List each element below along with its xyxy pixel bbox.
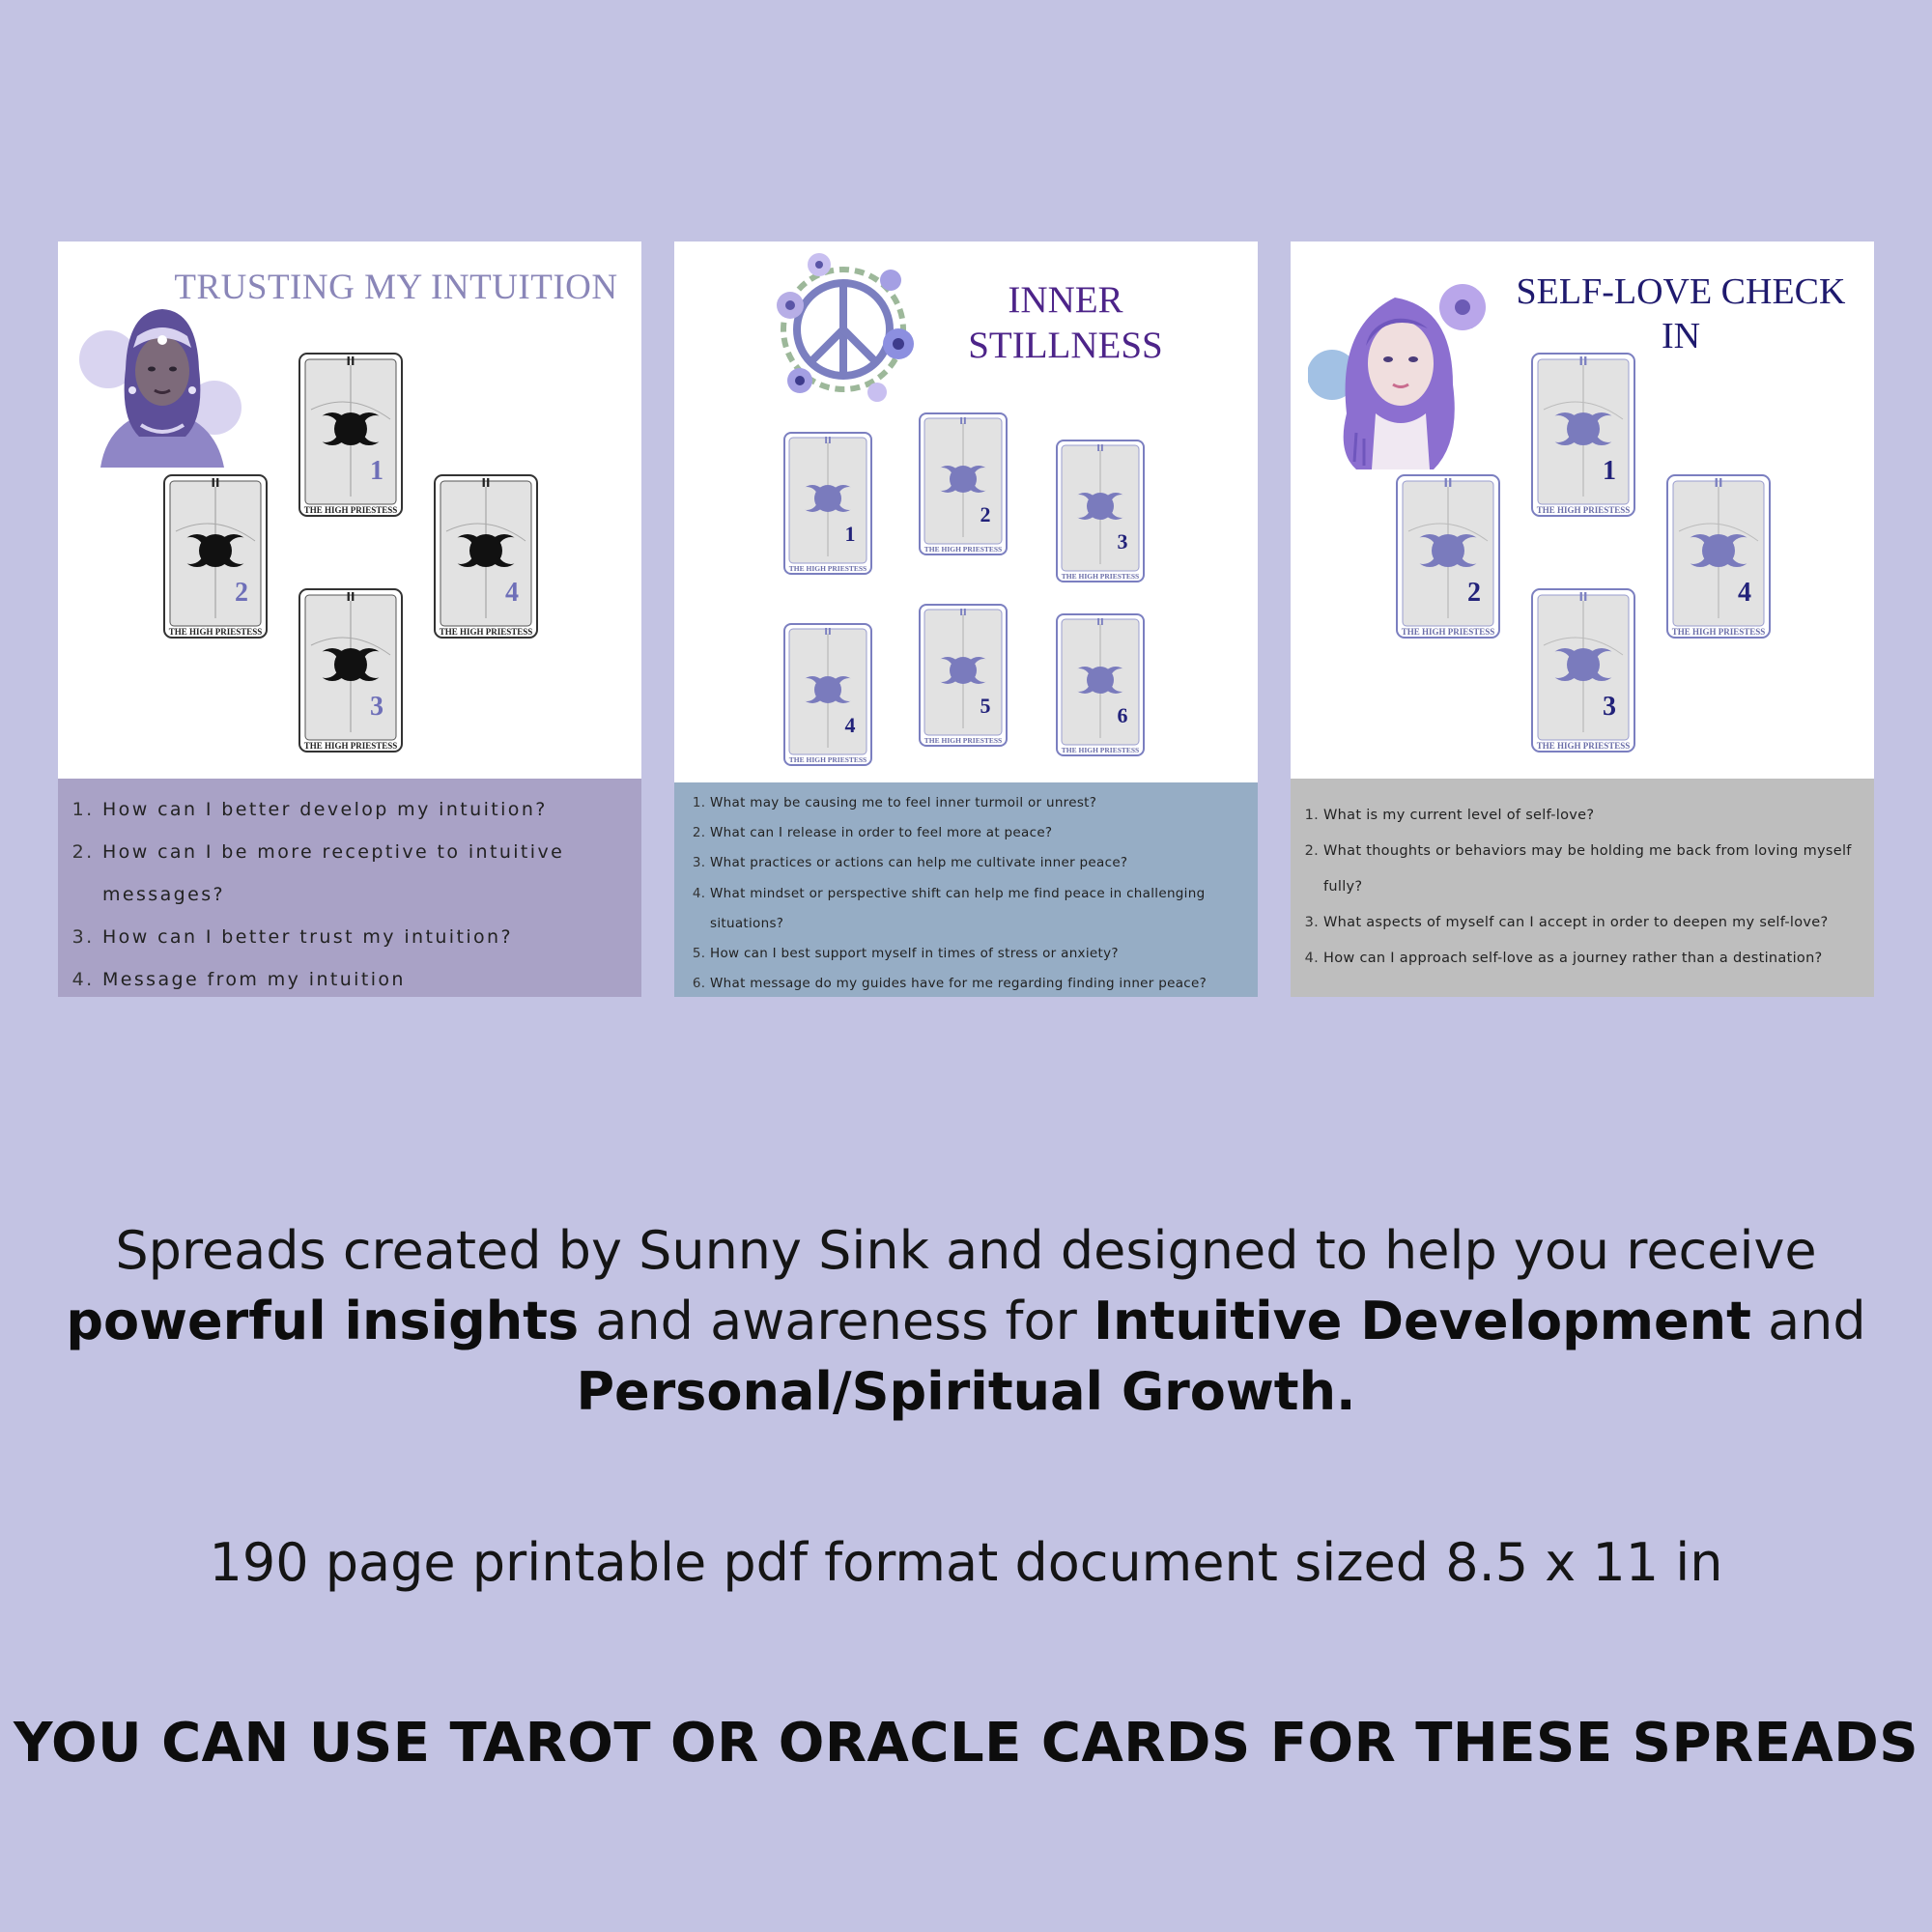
description-part1: Spreads created by Sunny Sink and designed to help you receive [115,1220,1817,1281]
format-info: 190 page printable pdf format document sized 8.5 x 11 in [209,1532,1723,1593]
card-roman: II [1714,476,1723,490]
card-roman: II [346,355,355,368]
page-title [1497,270,1864,358]
question-item: 3. What practices or actions can help me cultivate inner peace? [710,848,1238,878]
card-roman: II [824,627,832,638]
card-label: THE HIGH PRIESTESS [168,627,263,637]
card-label: THE HIGH PRIESTESS [303,741,398,751]
card-label: THE HIGH PRIESTESS [1061,572,1140,581]
tarot-card [1665,473,1772,639]
description-part2: and awareness for [595,1291,1077,1351]
tarot-card [298,587,404,753]
card-number: 6 [1117,703,1128,727]
spread-page-self-love-check-in [1291,242,1874,997]
card-label: THE HIGH PRIESTESS [923,736,1003,745]
tarot-card [433,473,539,639]
card-label: THE HIGH PRIESTESS [1401,627,1495,637]
tarot-card [918,603,1009,748]
description-bold3: Personal/Spiritual Growth. [576,1361,1356,1422]
card-roman: II [959,416,967,427]
description-bold2: Intuitive Development [1093,1291,1751,1351]
card-number: 2 [980,502,991,526]
card-label: THE HIGH PRIESTESS [788,564,867,573]
question-item: 4. What mindset or perspective shift can help me find peace in challenging situations? [710,879,1238,939]
card-number: 5 [980,694,991,718]
peace-wreath-illustration [761,247,925,412]
card-label: THE HIGH PRIESTESS [1536,741,1631,751]
card-roman: II [824,436,832,446]
card-roman: II [346,590,355,604]
question-item: 2. What thoughts or behaviors may be holding me back from loving myself fully? [1323,834,1861,905]
card-roman: II [1578,355,1588,368]
card-number: 3 [1603,692,1616,722]
question-item: 3. What aspects of myself can I accept in order to deepen my self-love? [1323,905,1861,941]
description-bold1: powerful insights [66,1291,580,1351]
page-title-line2: STILLNESS [968,324,1163,366]
card-label: THE HIGH PRIESTESS [1061,746,1140,754]
card-label: THE HIGH PRIESTESS [923,545,1003,554]
card-number: 3 [370,692,384,722]
tarot-card [1530,352,1636,518]
call-to-action: YOU CAN USE TAROT OR ORACLE CARDS FOR THESE SPREADS [13,1712,1919,1775]
card-number: 4 [1738,578,1751,608]
card-label: THE HIGH PRIESTESS [1671,627,1766,637]
question-box [674,782,1258,997]
question-box [1291,779,1874,997]
card-number: 2 [1467,578,1481,608]
page-title: TRUSTING MY INTUITION [174,268,618,307]
question-list [674,788,1238,997]
priestess-portrait [79,301,243,470]
tarot-card [782,622,873,767]
woman-portrait [1308,269,1501,471]
question-list [1291,798,1861,977]
page-title [925,278,1206,369]
card-label: THE HIGH PRIESTESS [1536,505,1631,515]
card-number: 2 [235,578,248,608]
tarot-card [918,412,1009,556]
spread-page-inner-stillness [674,242,1258,997]
tarot-card [162,473,269,639]
card-roman: II [1578,590,1588,604]
card-number: 3 [1117,529,1128,554]
card-roman: II [1096,443,1104,454]
card-roman: II [959,608,967,618]
question-list [58,788,622,997]
product-description [58,1215,1874,1427]
question-item: 1. What is my current level of self-love? [1323,798,1861,834]
question-item: 2. How can I be more receptive to intuitive messages? [102,831,622,916]
tarot-card [1055,439,1146,583]
tarot-card [1530,587,1636,753]
question-item: 2. What can I release in order to feel more at peace? [710,818,1238,848]
question-item: 3. How can I better trust my intuition? [102,916,622,958]
card-roman: II [481,476,491,490]
card-roman: II [1096,617,1104,628]
tarot-card [782,431,873,576]
tarot-card [1395,473,1501,639]
card-label: THE HIGH PRIESTESS [788,755,867,764]
question-box [58,779,641,997]
card-number: 1 [370,456,384,486]
question-item: 4. How can I approach self-love as a journey rather than a destination? [1323,941,1861,977]
card-roman: II [1443,476,1453,490]
question-item: 1. What may be causing me to feel inner turmoil or unrest? [710,788,1238,818]
question-item: 5. How can I best support myself in times of stress or anxiety? [710,939,1238,969]
page-title-line1: INNER [1008,279,1123,321]
tarot-card [298,352,404,518]
question-item: 4. Message from my intuition [102,958,622,997]
card-number: 1 [1603,456,1616,486]
card-number: 4 [844,713,856,737]
page-title-line2: IN [1661,315,1701,356]
page-title-line1: SELF-LOVE CHECK [1516,271,1846,312]
question-item: 6. What message do my guides have for me regarding finding inner peace? [710,969,1238,997]
spread-page-trusting-my-intuition [58,242,641,997]
card-roman: II [211,476,220,490]
card-label: THE HIGH PRIESTESS [439,627,533,637]
description-part3: and [1768,1291,1866,1351]
card-label: THE HIGH PRIESTESS [303,505,398,515]
card-number: 1 [844,522,856,546]
card-number: 4 [505,578,519,608]
question-item: 1. How can I better develop my intuition? [102,788,622,831]
tarot-card [1055,612,1146,757]
